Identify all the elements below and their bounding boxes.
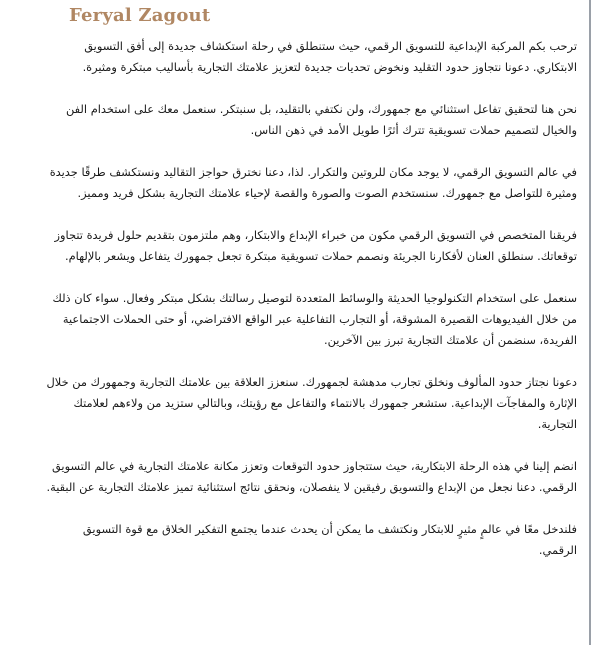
- paragraph-7: انضم إلينا في هذه الرحلة الابتكارية، حيث ستتجاوز حدود التوقعات وتعزز مكانة علامتك التجارية في عالم التسويق الرقمي. دعنا نجعل من الإبداع والتسويق رفيقين لا ينفصلان، ونحقق نتائج استثنائية تميز علامتك التجارية عن البقية.: [46, 459, 577, 494]
- document-body: [45, 36, 577, 582]
- paragraph-5: سنعمل على استخدام التكنولوجيا الحديثة والوسائط المتعددة لتوصيل رسالتك بشكل مبتكر وفعال. سواء كان ذلك من خلال الفيديوهات القصيرة المشوقة، أو التجارب التفاعلية عبر الواقع الافتراضي، أو حتى الحملات الاجتماعية الفريدة، سنضمن أن علامتك التجارية تبرز بين الآخرين.: [52, 291, 577, 347]
- paragraph-2: نحن هنا لتحقيق تفاعل استثنائي مع جمهورك، ولن نكتفي بالتقليد، بل سنبتكر. سنعمل معك على استخدام الفن والخيال لتصميم حملات تسويقية تترك أثرًا طويل الأمد في ذهن الناس.: [66, 102, 577, 137]
- paragraph-3: في عالم التسويق الرقمي، لا يوجد مكان للروتين والتكرار. لذا، دعنا نخترق حواجز التقاليد ونستكشف طرقًا جديدة ومثيرة للتواصل مع جمهورك. سنستخدم الصوت والصورة والقصة لإحياء علامتك التجارية بشكل فريد ومميز.: [49, 165, 577, 200]
- paragraph-8: فلندخل معًا في عالمٍ مثيرٍ للابتكار ونكتشف ما يمكن أن يحدث عندما يجتمع التفكير الخلاق مع قوة التسويق الرقمي.: [82, 522, 577, 557]
- author-name: Feryal Zagout: [69, 5, 211, 26]
- paragraph-1: ترحب بكم المركبة الإبداعية للتسويق الرقمي، حيث ستنطلق في رحلة استكشاف جديدة إلى أفق التسويق الابتكاري. دعونا نتجاوز حدود التقليد ونخوض تحديات جديدة لتعزيز علامتك التجارية بأساليب مبتكرة ومثيرة.: [82, 39, 577, 74]
- paragraph-4: فريقنا المتخصص في التسويق الرقمي مكون من خبراء الإبداع والابتكار، وهم ملتزمون بتقديم حلول فريدة تتجاوز توقعاتك. سنطلق العنان لأفكارنا الجريئة ونصمم حملات تسويقية مبتكرة تجعل جمهورك يتفاعل ويشعر بالإلهام.: [54, 228, 577, 263]
- paragraph-6: دعونا نجتاز حدود المألوف ونخلق تجارب مدهشة لجمهورك. سنعزز العلاقة بين علامتك التجارية وجمهورك من خلال الإثارة والمفاجآت الإبداعية. ستشعر جمهورك بالانتماء والتفاعل مع رؤيتك، وبالتالي ستزيد من ولاءهم لعلامتك التجارية.: [46, 375, 577, 431]
